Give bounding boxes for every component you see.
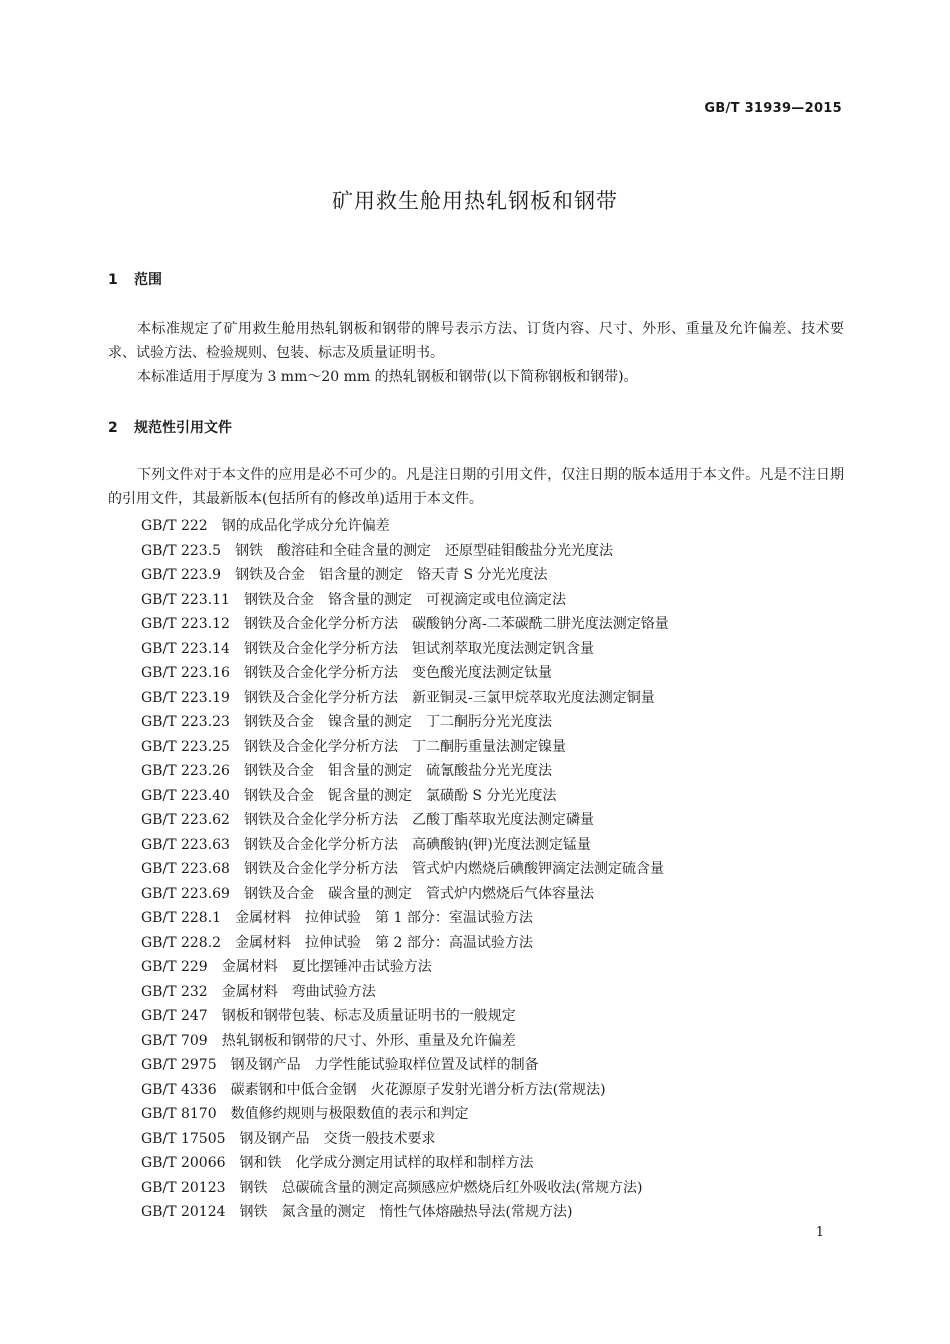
reference-code: GB/T 17505 xyxy=(141,1130,226,1147)
reference-code: GB/T 8170 xyxy=(141,1106,217,1122)
reference-title: 钢铁及合金 碳含量的测定 管式炉内燃烧后气体容量法 xyxy=(243,885,594,902)
reference-item xyxy=(141,735,669,760)
reference-title: 金属材料 拉伸试验 第 2 部分：高温试验方法 xyxy=(235,934,533,951)
reference-title: 钢铁及合金化学分析方法 新亚铜灵-三氯甲烷萃取光度法测定铜量 xyxy=(243,689,655,706)
page-number: 1 xyxy=(815,1225,824,1240)
section-title: 范围 xyxy=(134,272,162,288)
reference-title: 钢板和钢带包装、标志及质量证明书的一般规定 xyxy=(221,1008,516,1024)
reference-title: 数值修约规则与极限数值的表示和判定 xyxy=(230,1106,469,1122)
reference-title: 钢铁及合金 铝含量的测定 铬天青 S 分光光度法 xyxy=(235,567,548,583)
reference-item xyxy=(141,1127,669,1152)
section-number: 2 xyxy=(108,420,118,436)
reference-item xyxy=(141,588,669,613)
reference-title: 钢铁及合金化学分析方法 变色酸光度法测定钛量 xyxy=(243,665,552,681)
reference-code: GB/T 223.14 xyxy=(141,640,230,657)
reference-code: GB/T 223.19 xyxy=(141,689,230,706)
reference-code: GB/T 223.9 xyxy=(141,567,222,583)
reference-code: GB/T 709 xyxy=(141,1032,208,1049)
reference-item xyxy=(141,808,669,833)
reference-title: 钢铁 总碳硫含量的测定高频感应炉燃烧后红外吸收法(常规方法) xyxy=(239,1179,643,1196)
reference-title: 钢铁 氮含量的测定 惰性气体熔融热导法(常规方法) xyxy=(239,1204,573,1220)
section-title: 规范性引用文件 xyxy=(134,420,232,436)
reference-code: GB/T 4336 xyxy=(141,1081,217,1098)
reference-item xyxy=(141,1102,669,1127)
reference-item xyxy=(141,931,669,956)
reference-code: GB/T 223.12 xyxy=(141,616,230,632)
reference-item xyxy=(141,539,669,564)
reference-code: GB/T 247 xyxy=(141,1008,208,1024)
reference-item xyxy=(141,514,669,539)
reference-code: GB/T 223.11 xyxy=(141,591,230,608)
reference-code: GB/T 20123 xyxy=(141,1179,226,1196)
reference-item xyxy=(141,955,669,980)
reference-title: 钢和铁 化学成分测定用试样的取样和制样方法 xyxy=(239,1155,534,1171)
reference-title: 钢铁及合金 铬含量的测定 可视滴定或电位滴定法 xyxy=(243,591,566,608)
reference-title: 金属材料 拉伸试验 第 1 部分：室温试验方法 xyxy=(235,910,533,926)
reference-code: GB/T 223.40 xyxy=(141,787,230,804)
reference-title: 热轧钢板和钢带的尺寸、外形、重量及允许偏差 xyxy=(221,1032,516,1049)
reference-title: 钢及钢产品 力学性能试验取样位置及试样的制备 xyxy=(230,1057,539,1073)
reference-code: GB/T 222 xyxy=(141,518,208,534)
reference-item xyxy=(141,1004,669,1029)
reference-code: GB/T 229 xyxy=(141,959,208,975)
reference-code: GB/T 223.26 xyxy=(141,763,230,779)
reference-item xyxy=(141,857,669,882)
reference-title: 钢铁及合金化学分析方法 钽试剂萃取光度法测定钒含量 xyxy=(243,640,594,657)
reference-item xyxy=(141,882,669,907)
reference-code: GB/T 223.68 xyxy=(141,861,230,877)
reference-title: 钢铁 酸溶硅和全硅含量的测定 还原型硅钼酸盐分光光度法 xyxy=(235,542,614,559)
reference-item xyxy=(141,759,669,784)
reference-item xyxy=(141,1078,669,1103)
reference-code: GB/T 223.16 xyxy=(141,665,230,681)
scope-paragraph-2: 本标准适用于厚度为 3 mm～20 mm 的热轧钢板和钢带(以下简称钢板和钢带)。 xyxy=(137,369,638,385)
reference-code: GB/T 20124 xyxy=(141,1204,226,1220)
reference-title: 钢铁及合金化学分析方法 碳酸钠分离-二苯碳酰二肼光度法测定铬量 xyxy=(243,616,669,632)
reference-title: 钢铁及合金化学分析方法 高碘酸钠(钾)光度法测定锰量 xyxy=(243,836,591,853)
reference-item xyxy=(141,784,669,809)
reference-code: GB/T 2975 xyxy=(141,1057,217,1073)
reference-code: GB/T 223.23 xyxy=(141,714,230,730)
reference-title: 钢铁及合金化学分析方法 管式炉内燃烧后碘酸钾滴定法测定硫含量 xyxy=(243,861,664,877)
reference-code: GB/T 232 xyxy=(141,983,208,1000)
document-title: 矿用救生舱用热轧钢板和钢带 xyxy=(332,189,618,213)
section-heading-normative-references xyxy=(108,417,232,437)
reference-item xyxy=(141,906,669,931)
reference-code: GB/T 223.69 xyxy=(141,885,230,902)
reference-item xyxy=(141,637,669,662)
reference-item xyxy=(141,980,669,1005)
reference-item xyxy=(141,1176,669,1201)
reference-title: 钢铁及合金化学分析方法 乙酸丁酯萃取光度法测定磷量 xyxy=(243,812,594,828)
reference-title: 金属材料 弯曲试验方法 xyxy=(221,983,376,1000)
reference-item xyxy=(141,661,669,686)
reference-item xyxy=(141,1053,669,1078)
reference-code: GB/T 223.63 xyxy=(141,836,230,853)
reference-code: GB/T 228.2 xyxy=(141,934,222,951)
reference-item xyxy=(141,1200,669,1225)
reference-title: 钢铁及合金化学分析方法 丁二酮肟重量法测定镍量 xyxy=(243,738,566,755)
section-number: 1 xyxy=(108,272,118,288)
reference-title: 钢铁及合金 铌含量的测定 氯磺酚 S 分光光度法 xyxy=(243,787,557,804)
reference-title: 钢的成品化学成分允许偏差 xyxy=(221,518,390,534)
reference-title: 钢铁及合金 镍含量的测定 丁二酮肟分光光度法 xyxy=(243,714,552,730)
reference-item xyxy=(141,833,669,858)
reference-title: 金属材料 夏比摆锤冲击试验方法 xyxy=(221,959,432,975)
reference-item xyxy=(141,1029,669,1054)
section-heading-scope xyxy=(108,269,162,289)
references-intro-paragraph: 下列文件对于本文件的应用是必不可少的。凡是注日期的引用文件，仅注日期的版本适用于本文件。凡是不注日期的引用文件，其最新版本(包括所有的修改单)适用于本文件。 xyxy=(108,467,844,507)
reference-list xyxy=(141,514,669,1225)
reference-code: GB/T 228.1 xyxy=(141,910,222,926)
reference-title: 钢铁及合金 钼含量的测定 硫氰酸盐分光光度法 xyxy=(243,763,552,779)
standard-code: GB/T 31939—2015 xyxy=(704,101,842,116)
reference-title: 钢及钢产品 交货一般技术要求 xyxy=(239,1130,436,1147)
reference-item xyxy=(141,612,669,637)
reference-title: 碳素钢和中低合金钢 火花源原子发射光谱分析方法(常规法) xyxy=(230,1081,606,1098)
reference-item xyxy=(141,1151,669,1176)
reference-code: GB/T 20066 xyxy=(141,1155,226,1171)
scope-paragraph-1: 本标准规定了矿用救生舱用热轧钢板和钢带的牌号表示方法、订货内容、尺寸、外形、重量及允许偏差、技术要求、试验方法、检验规则、包装、标志及质量证明书。 xyxy=(108,321,844,361)
reference-code: GB/T 223.5 xyxy=(141,542,222,559)
reference-code: GB/T 223.62 xyxy=(141,812,230,828)
reference-code: GB/T 223.25 xyxy=(141,738,230,755)
reference-item xyxy=(141,686,669,711)
reference-item xyxy=(141,710,669,735)
reference-item xyxy=(141,563,669,588)
